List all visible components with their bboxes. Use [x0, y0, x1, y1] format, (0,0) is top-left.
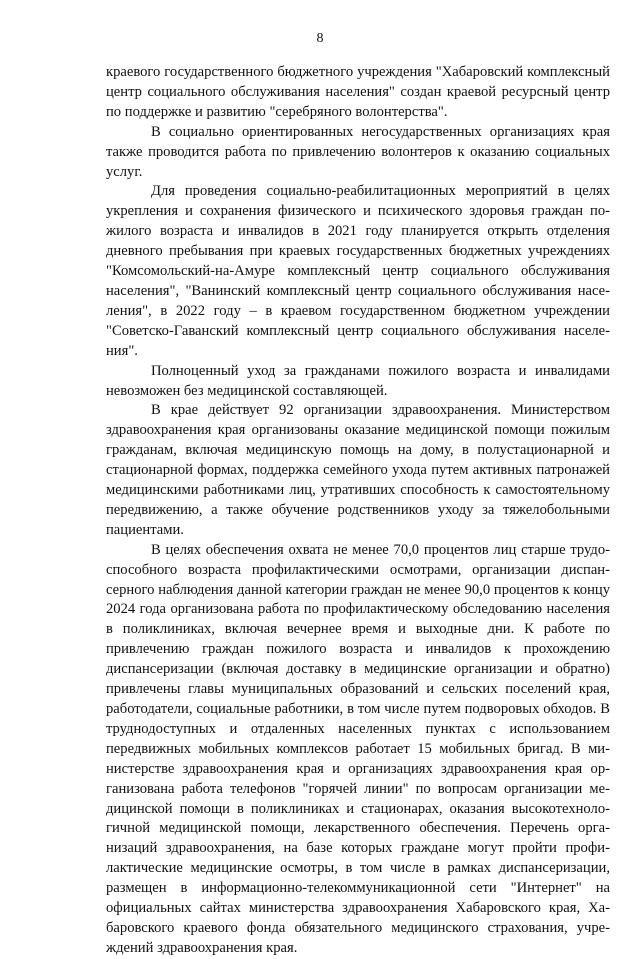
- body-text: [106, 63, 610, 959]
- paragraph-1: краевого государственного бюджетного учреждения "Хабаровский комплексный центр социального обслуживания населения" создан краевой ресурсный центр по поддержке и развитию "серебряного волонтерства".: [106, 64, 610, 120]
- paragraph-3: Для проведения социально-реабилитационных мероприятий в целях укрепления и сохранения физического и психического здоровья граждан пожилого возраста и инвалидов в 2021 году планируется открыть отделения дневного пребывания при краевых государственных бюджетных учреждениях "Комсомольский-на-Амуре комплексный центр социального обслуживания населения", "Ванинский комплексный центр социального обслуживания населения", в 2022 году – в краевом государственном бюджетном учреждении "Советско-Гаванский комплексный центр социального обслуживания населения".: [106, 183, 610, 359]
- paragraph-2: В социально ориентированных негосударственных организациях края также проводится работа по привлечению волонтеров к оказанию социальных услуг.: [106, 123, 610, 180]
- paragraph-6: В целях обеспечения охвата не менее 70,0 процентов лиц старше трудоспособного возраста профилактическими осмотрами, организации диспансерного наблюдения данной категории граждан не менее 90,0 процентов к концу 2024 года организована работа по профилактическому обследованию населения в поликлиниках, включая вечернее время и выходные дни. К работе по привлечению граждан пожилого возраста и инвалидов к прохождению диспансеризации (включая доставку в медицинские организации и обратно) привлечены главы муниципальных образований и сельских поселений края, работодатели, социальные работники, в том числе путем подворовых обходов. В труднодоступных и отдаленных населенных пунктах с использованием передвижных мобильных комплексов работает 15 мобильных бригад. В министерстве здравоохранения края и организациях здравоохранения края организована работа телефонов "горячей линии" по вопросам организации медицинской помощи в поликлиниках и стационарах, оказания высокотехнологичной медицинской помощи, лекарственного обеспечения. Перечень организаций здравоохранения, на базе которых граждане могут пройти профилактические медицинские осмотры, в том числе в рамках диспансеризации, размещен в информационно-телекоммуникационной сети "Интернет" на официальных сайтах министерства здравоохранения Хабаровского края, Хабаровского краевого фонда обязательного медицинского страхования, учреждений здравоохранения края.: [106, 541, 610, 956]
- paragraph-4: Полноценный уход за гражданами пожилого возраста и инвалидами невозможен без медицинской составляющей.: [106, 362, 610, 399]
- page-number: 8: [316, 31, 324, 46]
- paragraph-5: В крае действует 92 организации здравоохранения. Министерством здравоохранения края организованы оказание медицинской помощи пожилым гражданам, включая медицинскую помощь на дому, в полустационарной и стационарной формах, поддержка семейного ухода путем активных патронажей медицинскими работниками лиц, утративших способность к самостоятельному передвижению, а также обучение родственников уходу за тяжелобольными пациентами.: [106, 402, 610, 538]
